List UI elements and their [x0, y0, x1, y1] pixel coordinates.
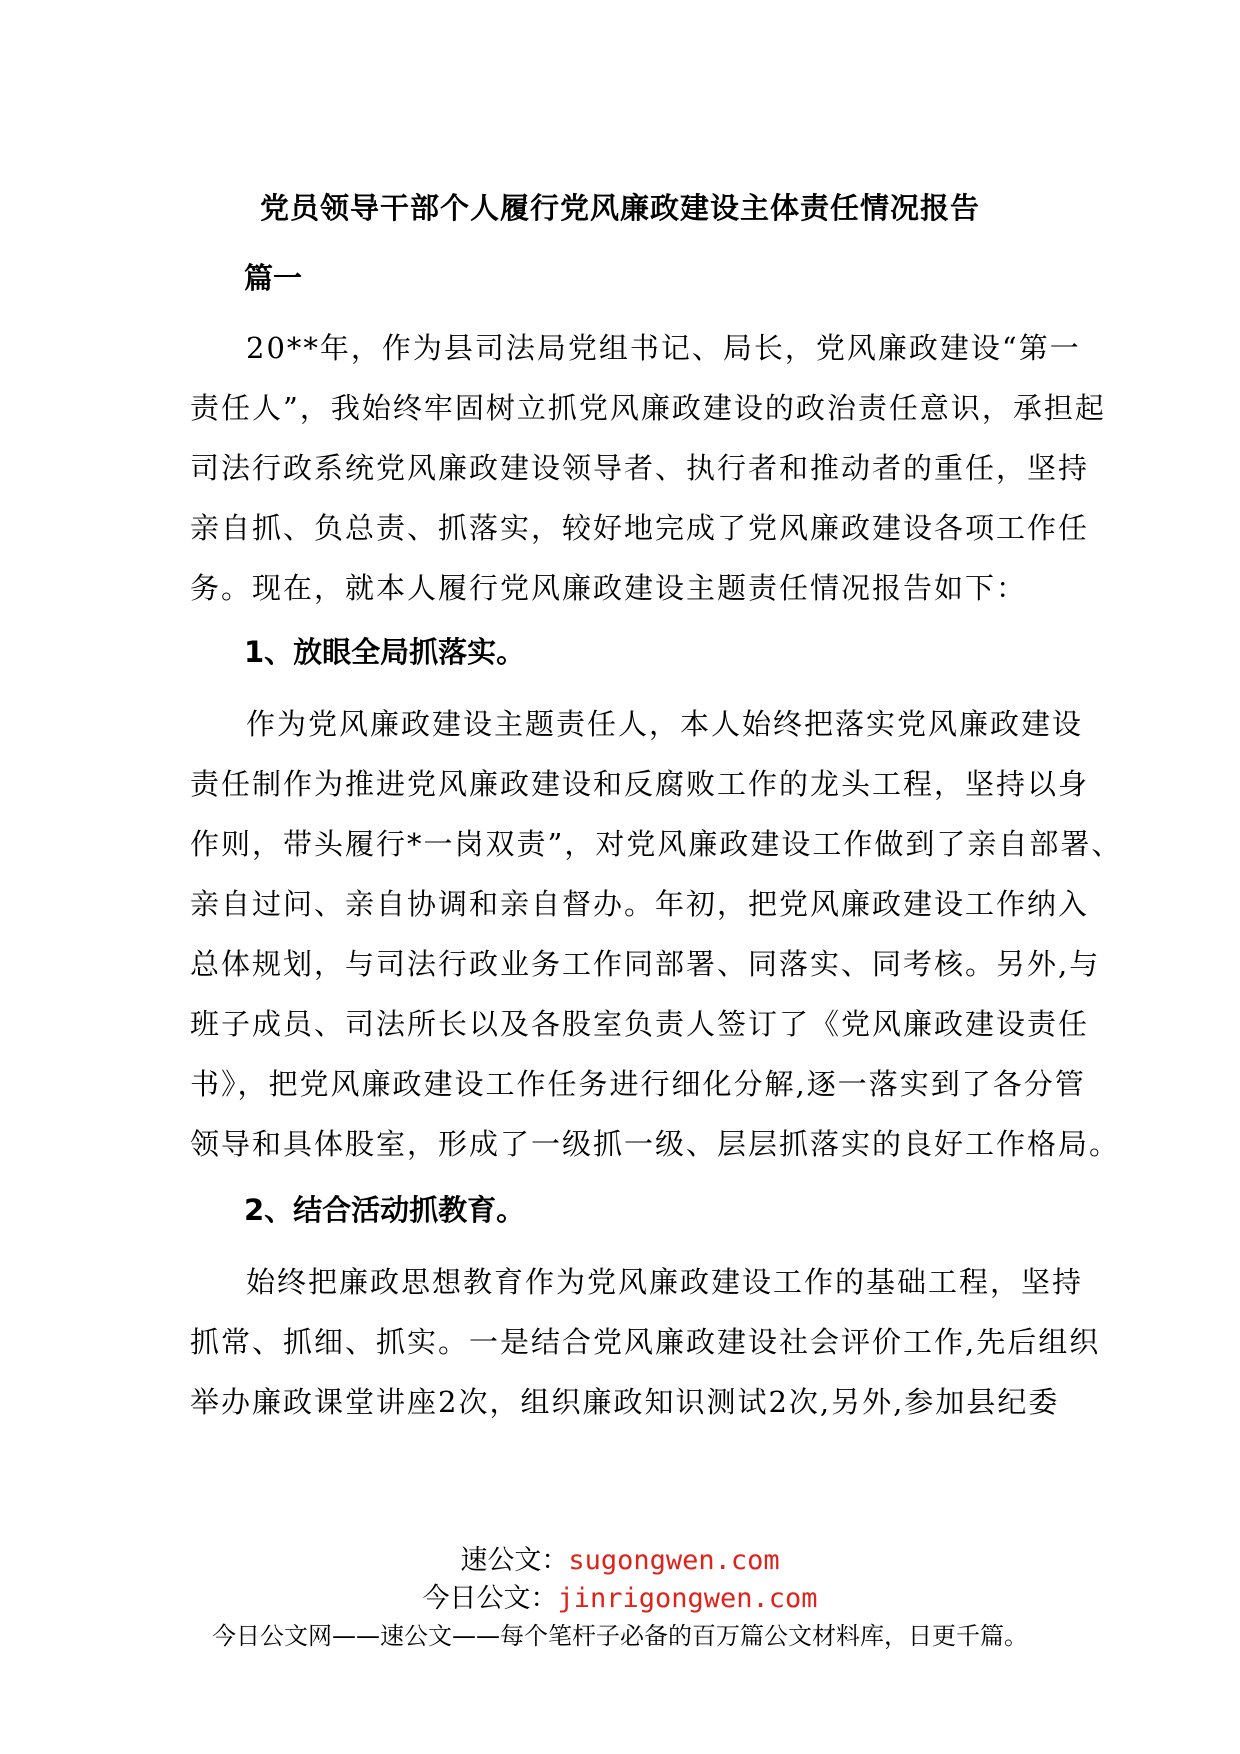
intro-line: 司法行政系统党风廉政建设领导者、执行者和推动者的重任，坚持: [190, 451, 1090, 485]
body-line: 作为党风廉政建设主题责任人，本人始终把落实党风廉政建设: [246, 707, 1084, 741]
body-line: 举办廉政课堂讲座2次，组织廉政知识测试2次,另外,参加县纪委: [190, 1385, 1060, 1419]
section-label: 篇一: [244, 261, 303, 295]
intro-line: 责任人”，我始终牢固树立抓党风廉政建设的政治责任意识，承担起: [190, 391, 1106, 425]
intro-line: 亲自抓、负总责、抓落实，较好地完成了党风廉政建设各项工作任: [190, 511, 1090, 545]
footer-label-1: 速公文：: [460, 1545, 569, 1576]
body-line: 抓常、抓细、抓实。一是结合党风廉政建设社会评价工作,先后组织: [190, 1325, 1101, 1359]
footer-tagline: 今日公文网——速公文——每个笔杆子必备的百万篇公文材料库，日更千篇。: [212, 1622, 1028, 1650]
body-line: 领导和具体股室，形成了一级抓一级、层层抓落实的良好工作格局。: [190, 1127, 1121, 1161]
body-line: 作则，带头履行*一岗双责”，对党风廉政建设工作做到了亲自部署、: [190, 827, 1123, 861]
footer-link-jinrigongwen[interactable]: jinrigongwen.com: [557, 1583, 818, 1614]
section-heading-2: 2、结合活动抓教育。: [244, 1193, 526, 1227]
body-line: 班子成员、司法所长以及各股室负责人签订了《党风廉政建设责任: [190, 1007, 1090, 1041]
body-line: 始终把廉政思想教育作为党风廉政建设工作的基础工程，坚持: [246, 1265, 1084, 1299]
body-line: 总体规划，与司法行政业务工作同部署、同落实、同考核。另外,与: [190, 947, 1101, 981]
body-line: 书》，把党风廉政建设工作任务进行细化分解,逐一落实到了各分管: [190, 1067, 1086, 1101]
intro-line: 20**年，作为县司法局党组书记、局长，党风廉政建设“第一: [246, 331, 1081, 365]
footer-link-sugongwen[interactable]: sugongwen.com: [568, 1545, 780, 1576]
body-line: 亲自过问、亲自协调和亲自督办。年初，把党风廉政建设工作纳入: [190, 887, 1090, 921]
footer-label-2: 今日公文：: [422, 1583, 558, 1614]
footer-sugongwen: [0, 1538, 1240, 1577]
intro-line: 务。现在，就本人履行党风廉政建设主题责任情况报告如下：: [190, 571, 1028, 605]
document-title: 党员领导干部个人履行党风廉政建设主体责任情况报告: [259, 191, 980, 225]
footer-jinrigongwen: [0, 1576, 1240, 1615]
body-line: 责任制作为推进党风廉政建设和反腐败工作的龙头工程，坚持以身: [190, 767, 1090, 801]
section-heading-1: 1、放眼全局抓落实。: [244, 635, 526, 669]
